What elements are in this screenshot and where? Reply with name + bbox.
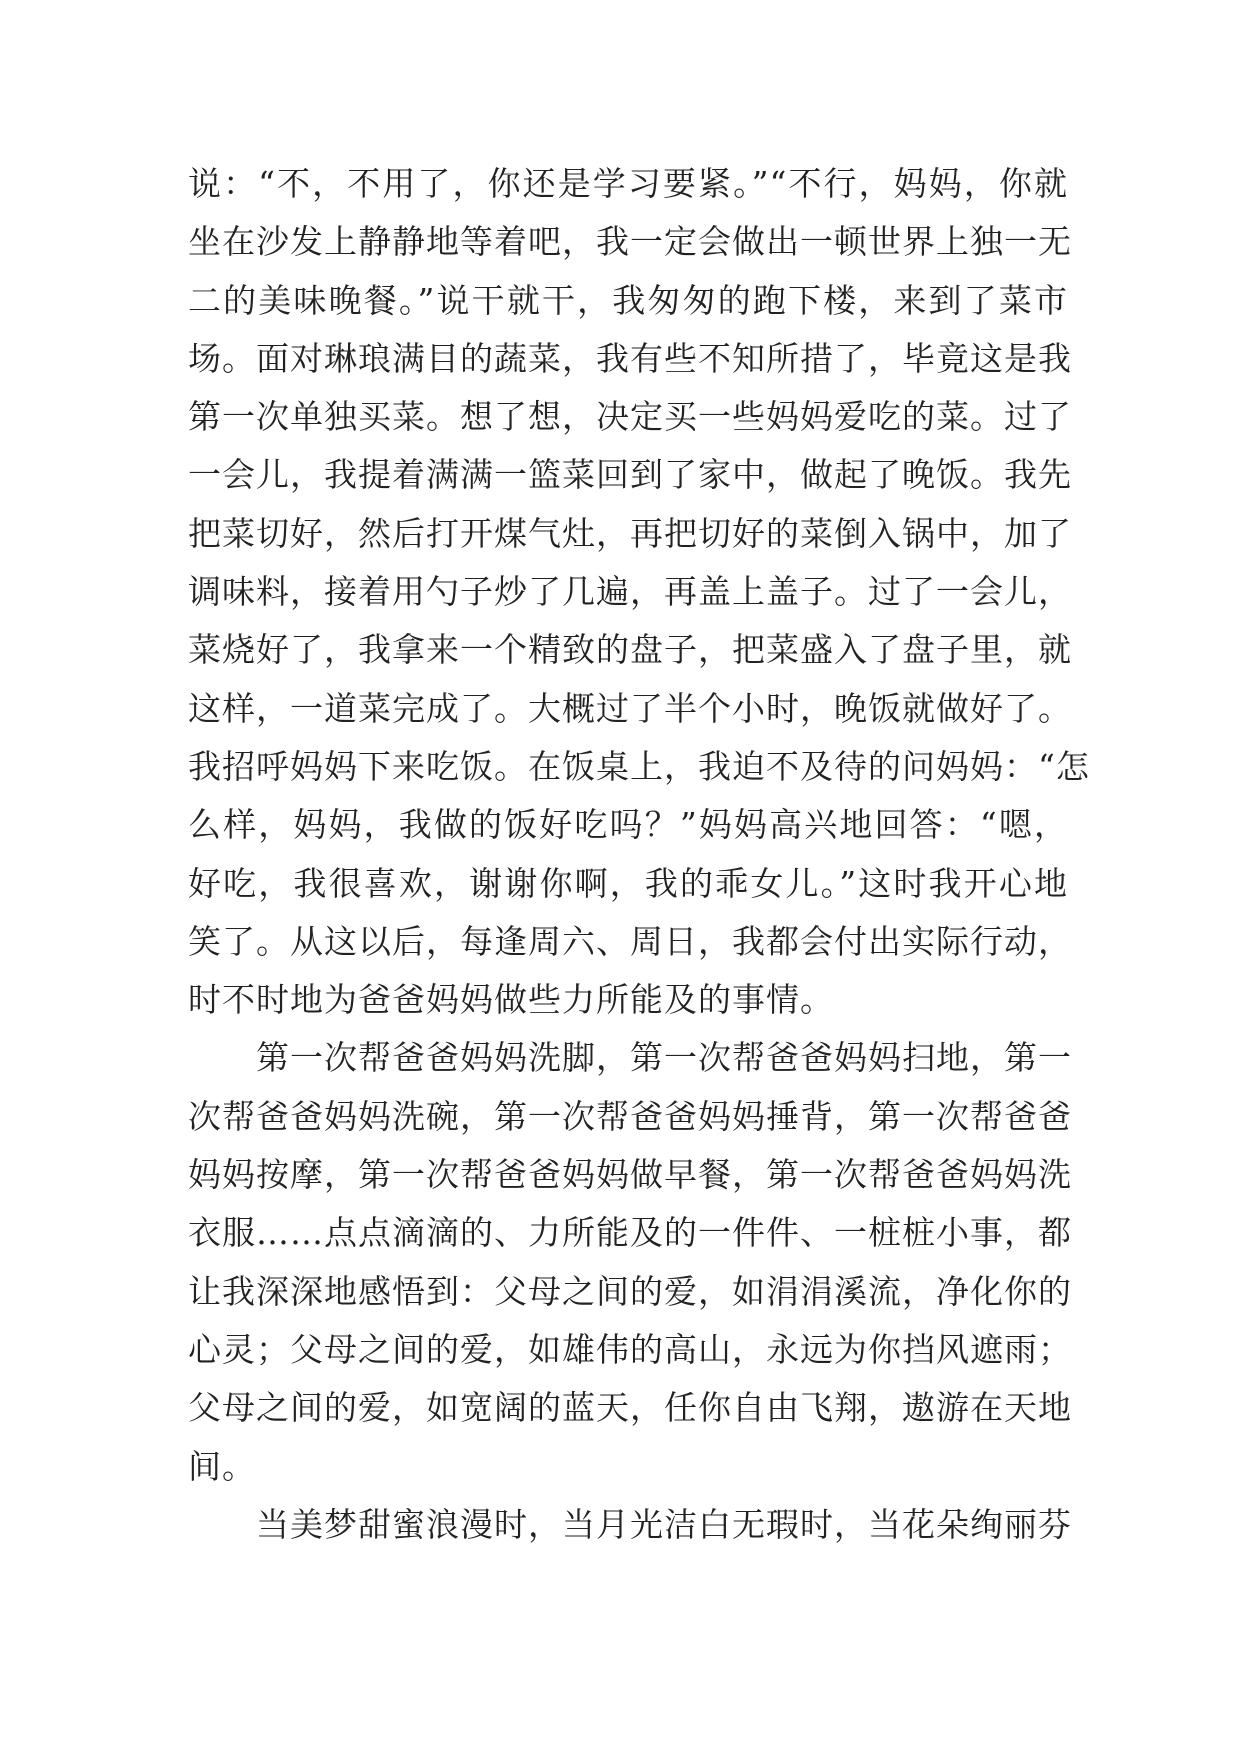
- text-line: 么样，妈妈，我做的饭好吃吗？”妈妈高兴地回答：“嗯，: [188, 805, 1068, 845]
- text-line: 第一次单独买菜。想了想，决定买一些妈妈爱吃的菜。过了: [188, 397, 1072, 437]
- text-line: 笑了。从这以后，每逢周六、周日，我都会付出实际行动，: [188, 921, 1072, 961]
- text-line: 说：“不，不用了，你还是学习要紧。”“不行，妈妈，你就: [188, 164, 1068, 203]
- text-line: 我招呼妈妈下来吃饭。在饭桌上，我迫不及待的问妈妈：“怎: [188, 746, 1090, 786]
- text-line: 心灵；父母之间的爱，如雄伟的高山，永远为你挡风遮雨；: [188, 1329, 1072, 1369]
- text-line: 好吃，我很喜欢，谢谢你啊，我的乖女儿。”这时我开心地: [188, 863, 1068, 903]
- text-line: 让我深深地感悟到：父母之间的爱，如涓涓溪流，净化你的: [188, 1271, 1072, 1311]
- text-line: 场。面对琳琅满目的蔬菜，我有些不知所措了，毕竟这是我: [188, 338, 1072, 378]
- text-line: 这样，一道菜完成了。大概过了半个小时，晚饭就做好了。: [188, 688, 1072, 728]
- body-text: [188, 155, 1090, 1554]
- text-line: 菜烧好了，我拿来一个精致的盘子，把菜盛入了盘子里，就: [188, 630, 1072, 670]
- text-line: 第一次帮爸爸妈妈洗脚，第一次帮爸爸妈妈扫地，第一: [188, 1038, 1072, 1078]
- text-line: 衣服……点点滴滴的、力所能及的一件件、一桩桩小事，都: [188, 1213, 1072, 1253]
- text-line: 次帮爸爸妈妈洗碗，第一次帮爸爸妈妈捶背，第一次帮爸爸: [188, 1096, 1072, 1136]
- text-line: 当美梦甜蜜浪漫时，当月光洁白无瑕时，当花朵绚丽芬: [188, 1504, 1072, 1544]
- text-line: 坐在沙发上静静地等着吧，我一定会做出一顿世界上独一无: [188, 222, 1072, 262]
- text-line: 妈妈按摩，第一次帮爸爸妈妈做早餐，第一次帮爸爸妈妈洗: [188, 1155, 1072, 1195]
- text-line: 间。: [188, 1446, 256, 1486]
- text-line: 把菜切好，然后打开煤气灶，再把切好的菜倒入锅中，加了: [188, 513, 1072, 553]
- text-line: 时不时地为爸爸妈妈做些力所能及的事情。: [188, 980, 834, 1020]
- text-line: 父母之间的爱，如宽阔的蓝天，任你自由飞翔，遨游在天地: [188, 1388, 1072, 1428]
- text-line: 一会儿，我提着满满一篮菜回到了家中，做起了晚饭。我先: [188, 455, 1072, 495]
- text-line: 调味料，接着用勺子炒了几遍，再盖上盖子。过了一会儿，: [188, 572, 1072, 612]
- text-line: 二的美味晚餐。”说干就干，我匆匆的跑下楼，来到了菜市: [188, 280, 1068, 320]
